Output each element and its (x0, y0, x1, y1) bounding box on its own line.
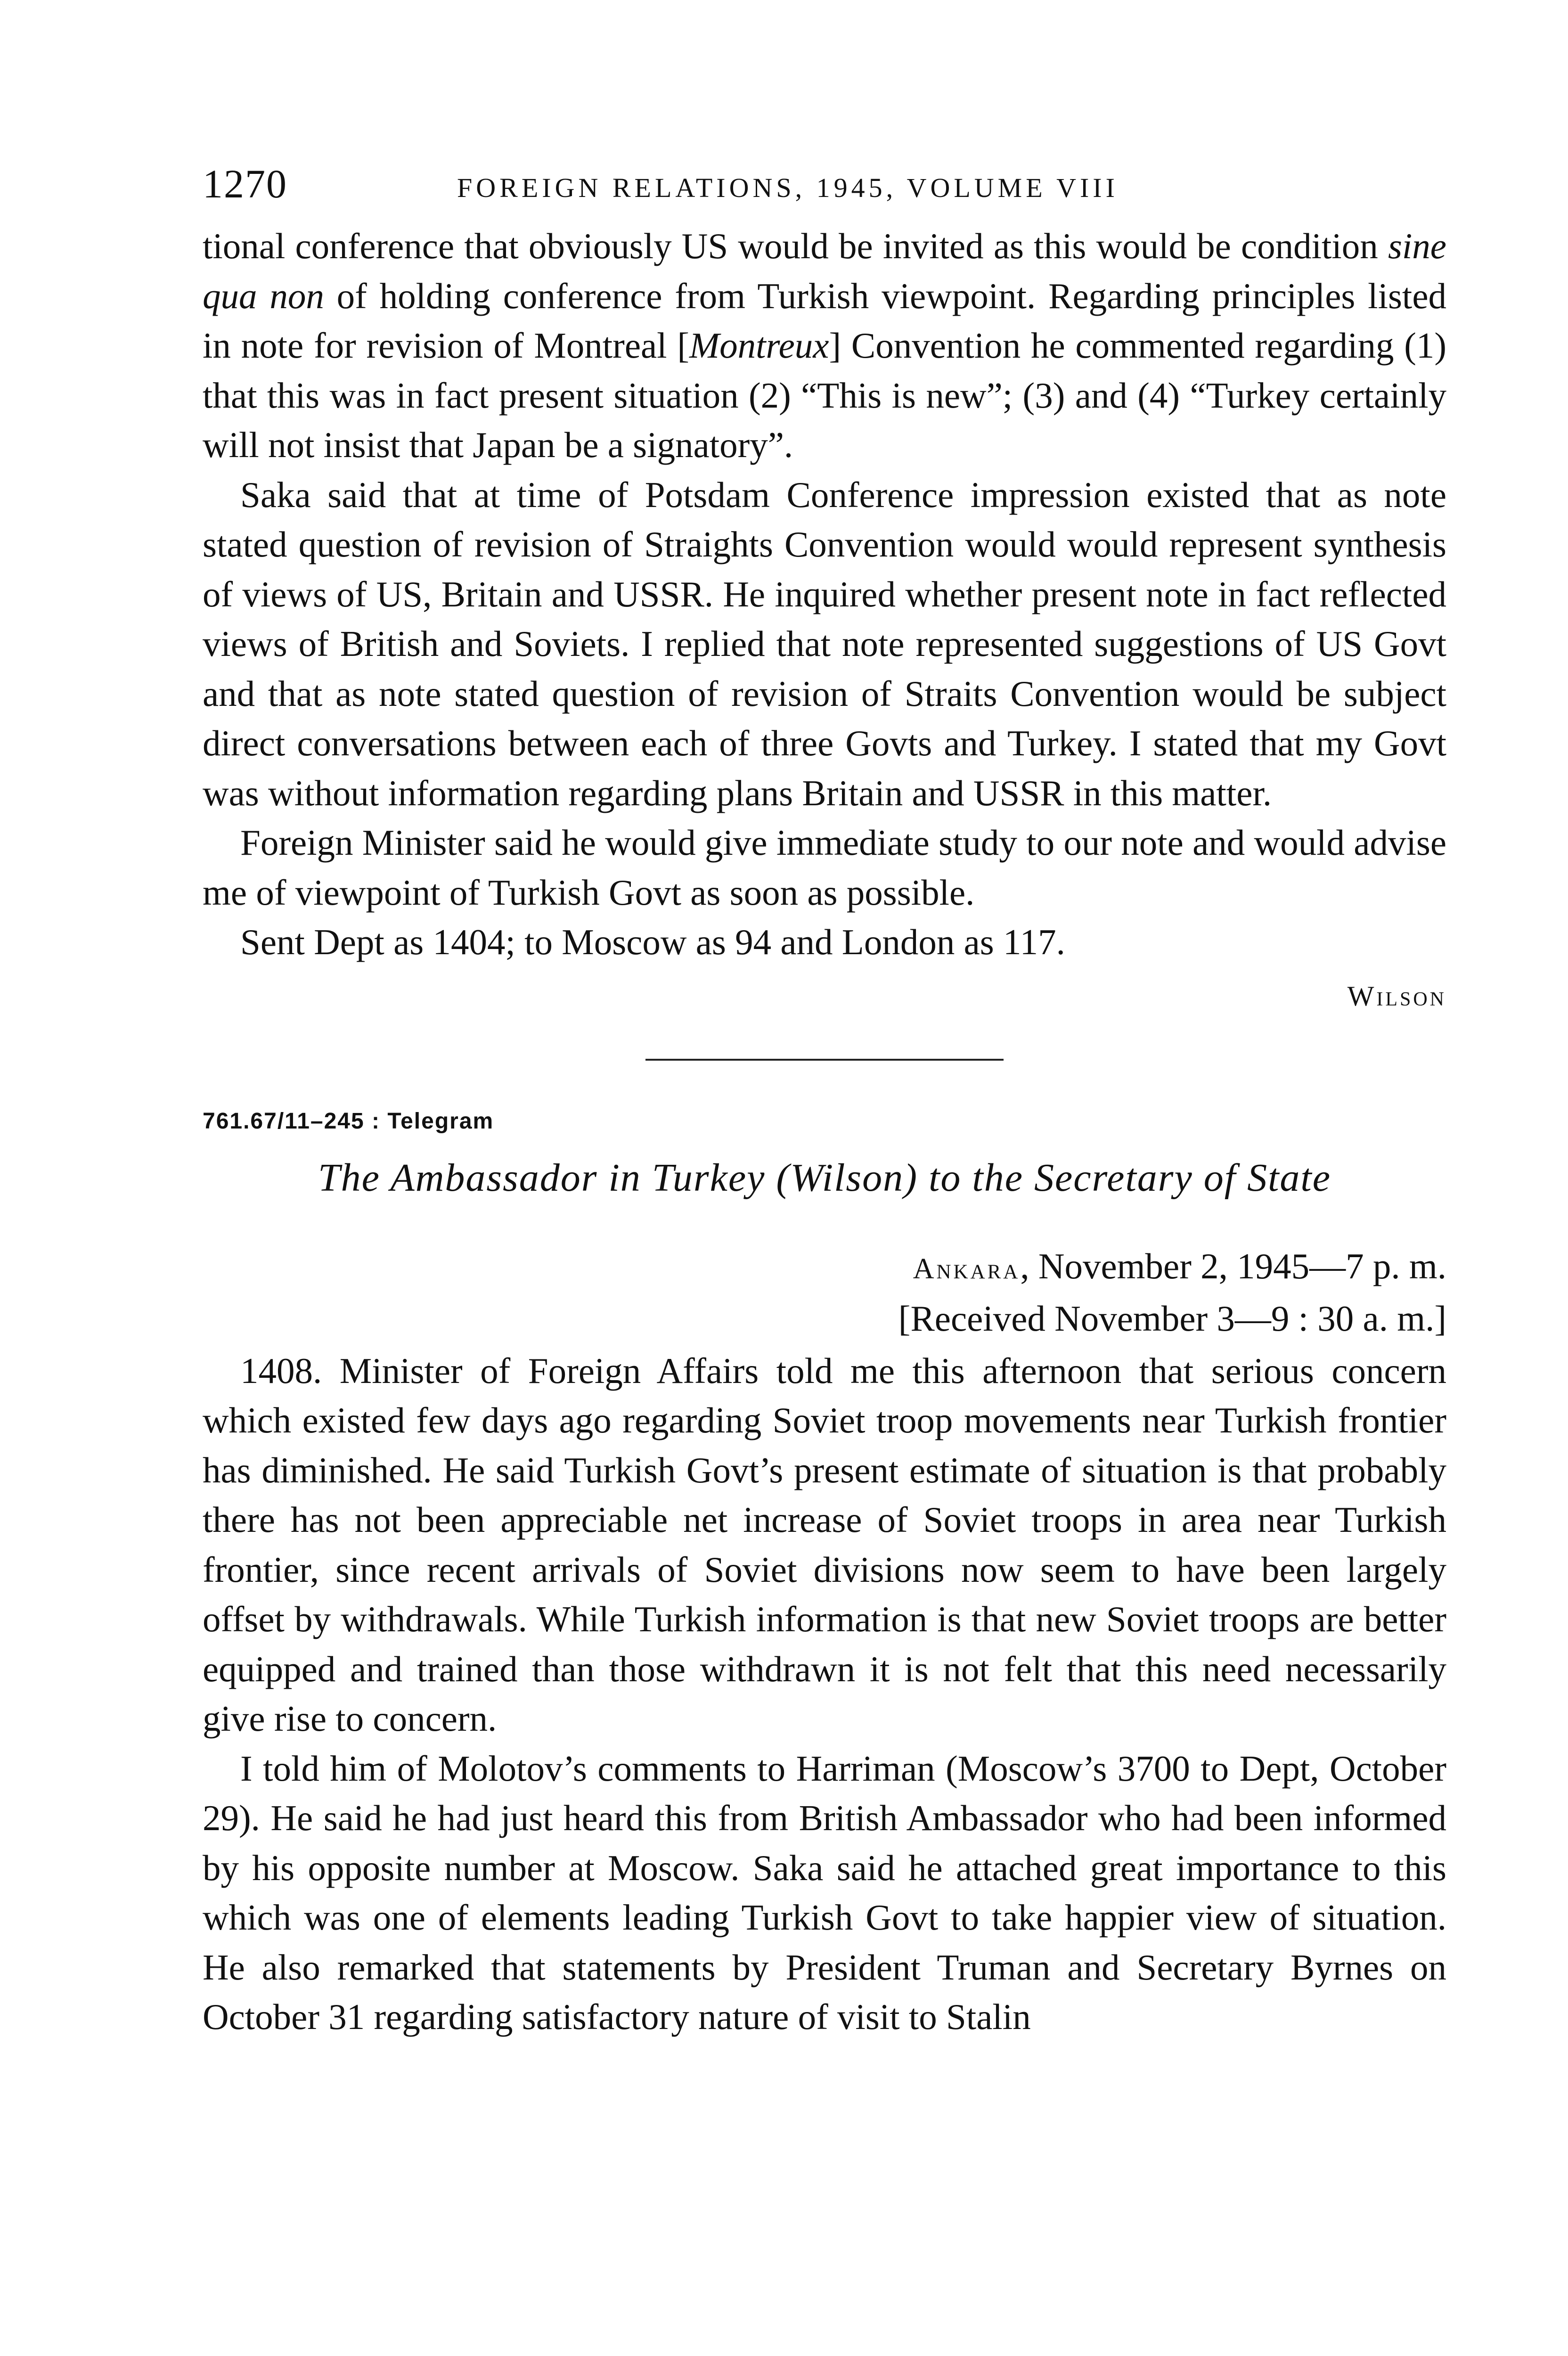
file-reference: 761.67/11–245 : Telegram (203, 1108, 494, 1134)
section-divider (645, 1059, 1004, 1061)
dateline (203, 1242, 1446, 1294)
dateline-place: Ankara (913, 1252, 1021, 1285)
text-segment: ] Convention he commented regarding (1) that this was in fact present situation (2) “This is new”; (3) and (4) “Turkey certainly will not insist that Japan be a signatory”. (203, 325, 1446, 465)
page-header (203, 155, 1446, 221)
page-number: 1270 (203, 161, 287, 206)
text-segment: tional conference that obviously US would be invited as this would be condition (203, 226, 1388, 266)
signature: Wilson (1347, 980, 1446, 1012)
distribution-line: Sent Dept as 1404; to Moscow as 94 and London as 117. (240, 922, 1065, 962)
document-page (203, 155, 1446, 2356)
paragraph: I told him of Molotov’s comments to Harriman (Moscow’s 3700 to Dept, October 29). He said he had just heard this from British Ambassador who had been informed by his opposite number at Moscow. Saka said he attached great importance to this which was one of elements leading Turkish Govt to take happier view of situation. He also remarked that statements by President Truman and Secretary Byrnes on October 31 regarding satisfactory nature of visit to Stalin (203, 1748, 1446, 2037)
paragraph: 1408. Minister of Foreign Affairs told me this afternoon that serious concern which existed few days ago regarding Soviet troop movements near Turkish frontier has diminished. He said Turkish Govt’s present estimate of situation is that probably there has not been appreciable net increase of Soviet troops in area near Turkish frontier, since recent arrivals of Soviet divisions now seem to have been largely offset by withdrawals. While Turkish information is that new Soviet troops are better equipped and trained than those withdrawn it is not felt that this need necessarily give rise to concern. (203, 1350, 1446, 1739)
text-segment: of holding conference from Turkish viewpoint. Regarding principles listed in note for revision of Montreal [ (203, 275, 1447, 366)
dateline-date: , November 2, 1945—7 p. m. (1020, 1245, 1446, 1286)
document-title: The Ambassador in Turkey (Wilson) to the Secretary of State (318, 1155, 1331, 1200)
continued-telegram-text (203, 221, 1446, 967)
continued-paragraph (203, 221, 1446, 470)
running-head: FOREIGN RELATIONS, 1945, VOLUME VIII (457, 172, 1119, 203)
paragraph: Foreign Minister said he would give immediate study to our note and would advise me of viewpoint of Turkish Govt as soon as possible. (203, 822, 1446, 913)
italic-phrase: sine qua non (203, 226, 1446, 316)
paragraph: Saka said that at time of Potsdam Conference impression existed that as note stated question of revision of Straights Convention would would represent synthesis of views of US, Britain and USSR. He inquired whether present note in fact reflected views of British and Soviets. I replied that note represented suggestions of US Govt and that as note stated question of revision of Straits Convention would be subject direct conversations between each of three Govts and Turkey. I stated that my Govt was without information regarding plans Britain and USSR in this matter. (203, 474, 1446, 813)
telegram-body (203, 1346, 1446, 2042)
received-line: [Received November 3—9 : 30 a. m.] (898, 1298, 1446, 1339)
editorial-correction: Montreux (689, 325, 829, 366)
